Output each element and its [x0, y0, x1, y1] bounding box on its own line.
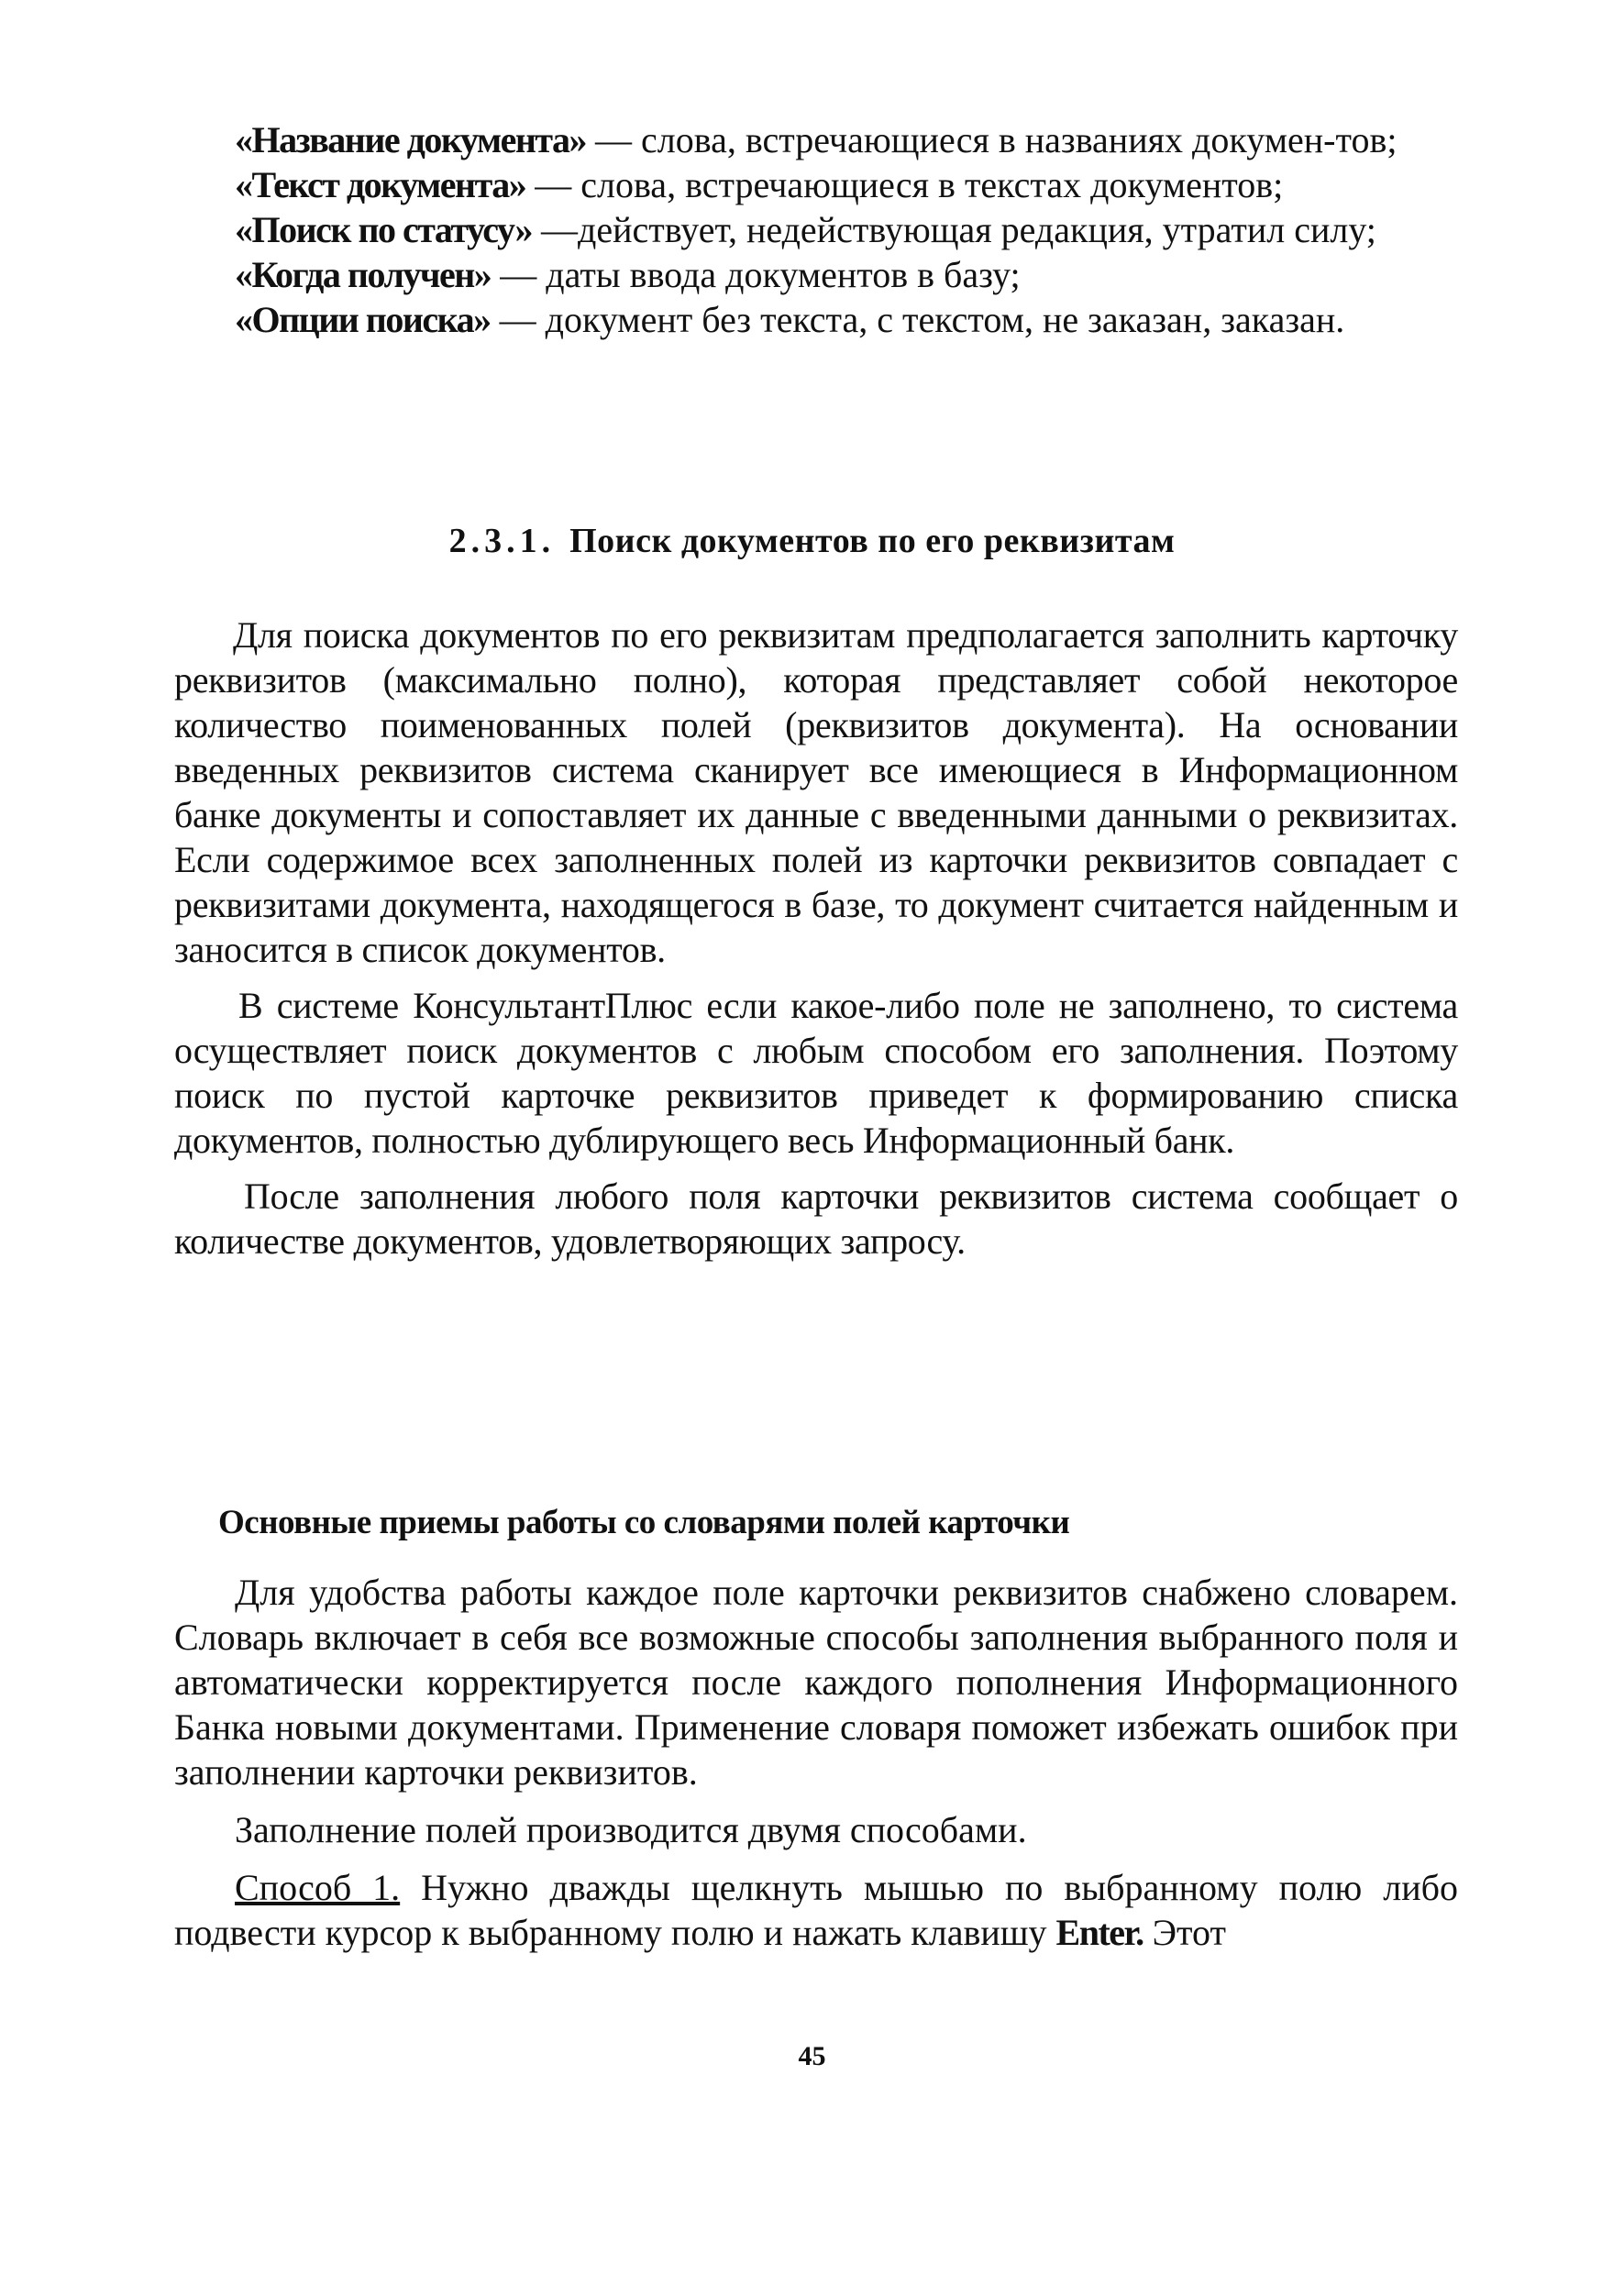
definition-item-text	[174, 162, 1458, 207]
section-heading	[0, 518, 1624, 564]
paragraph-method-1	[174, 1865, 1458, 1955]
method-text-continued: Этот	[1143, 1912, 1226, 1953]
paragraph: Для удобства работы каждое поле карточки реквизитов снабжено словарем. Словарь включает в себя все возможные способы заполнения выбранного поля и автоматически корректируется после каждого пополнения Информационного Банка новыми документами. Применение словаря поможет избежать ошибок при заполнении карточки реквизитов.	[174, 1572, 1458, 1793]
key-name: Enter.	[1055, 1912, 1143, 1953]
paragraph: После заполнения любого поля карточки реквизитов система сообщает о количестве документов, удовлетворяющих запросу.	[174, 1176, 1458, 1262]
section-body	[174, 613, 1458, 1264]
definition-item-options	[174, 297, 1458, 342]
paragraph: В системе КонсультантПлюс если какое-либо поле не заполнено, то система осуществляет поиск документов с любым способом его заполнения. Поэтому поиск по пустой карточке реквизитов приведет к формированию списка документов, полностью дублирующего весь Информационный банк.	[174, 985, 1458, 1161]
method-label: Способ 1.	[235, 1867, 401, 1908]
paragraph: Заполнение полей производится двумя способами.	[235, 1809, 1027, 1850]
definition-text: — слова, встречающиеся в названиях докумен-тов;	[586, 119, 1398, 160]
section-title: Поиск документов по его реквизитам	[569, 522, 1176, 560]
definition-item-status	[174, 207, 1458, 252]
definition-term: «Название документа»	[235, 119, 587, 160]
definition-text: — даты ввода документов в базу;	[491, 254, 1021, 295]
method-text: Нужно дважды щелкнуть мышью по выбранному полю либо подвести курсор к выбранному полю и нажать клавишу	[174, 1867, 1459, 1953]
definition-term: «Текст документа»	[235, 164, 526, 205]
definition-list	[174, 117, 1458, 342]
page-number: 45	[798, 2041, 826, 2071]
subsection-heading: Основные приемы работы со словарями полей карточки	[218, 1504, 1070, 1541]
definition-term: «Когда получен»	[235, 254, 492, 295]
section-number: 2.3.1.	[448, 522, 556, 560]
definition-item-received	[174, 252, 1458, 297]
definition-term: «Опции поиска»	[235, 299, 491, 340]
subsection-body	[174, 1570, 1458, 1955]
definition-item-title	[174, 117, 1458, 162]
paragraph: Для поиска документов по его реквизитам предполагается заполнить карточку реквизитов (максимально полно), которая представляет собой некоторое количество поименованных полей (реквизитов документа). На основании введенных реквизитов система сканирует все имеющиеся в Информационном банке документы и сопоставляет их данные с введенными данными о реквизитах. Если содержимое всех заполненных полей из карточки реквизитов совпадает с реквизитами документа, находящегося в базе, то документ считается найденным и заносится в список документов.	[174, 614, 1458, 970]
definition-text: —действует, недействующая редакция, утратил силу;	[531, 209, 1376, 250]
definition-text: — документ без текста, с текстом, не заказан, заказан.	[490, 299, 1345, 340]
definition-term: «Поиск по статусу»	[235, 209, 532, 250]
definition-text: — слова, встречающиеся в текстах документов;	[525, 164, 1284, 205]
